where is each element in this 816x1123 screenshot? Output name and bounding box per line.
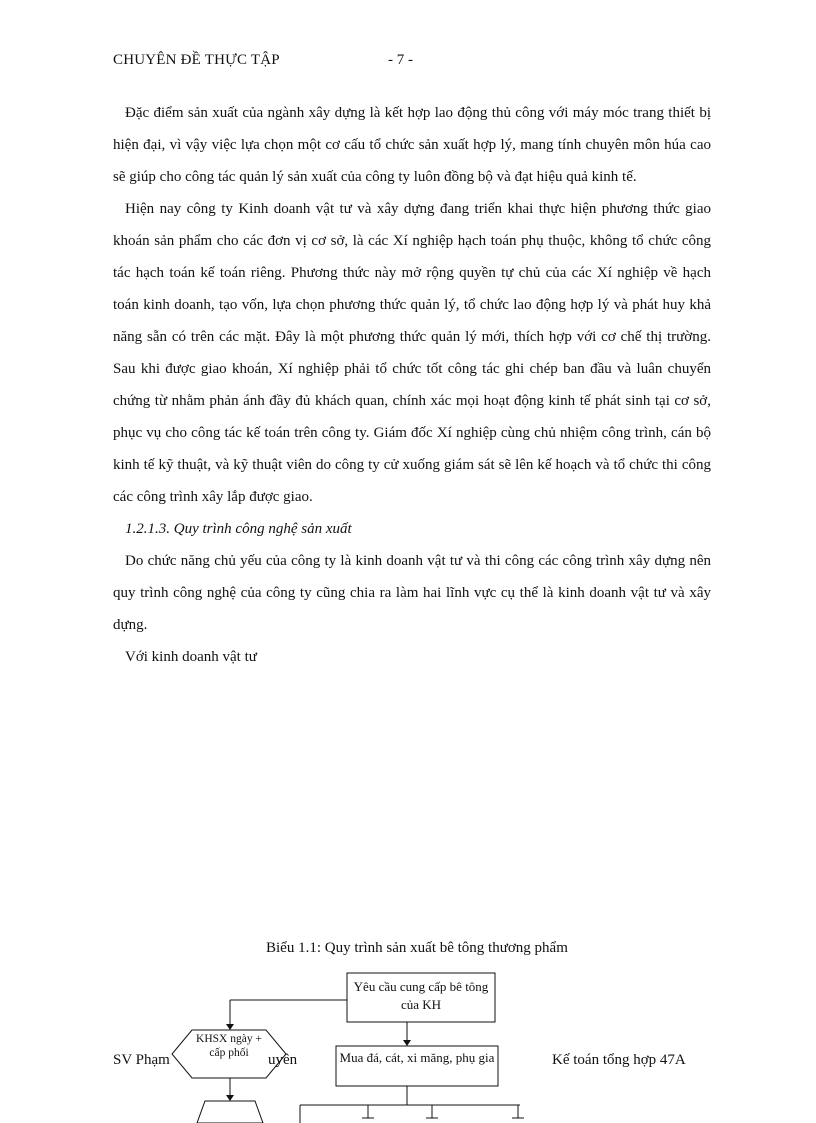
paragraph-contracting-method: Hiện nay công ty Kinh doanh vật tư và xây dựng đang triển khai thực hiện phương thức giao khoán sản phẩm cho các đơn vị cơ sở, là các Xí nghiệp hạch toán phụ thuộc, không tổ chức công tác hạch toán kế toán riêng. Phương thức này mở rộng quyền tự chủ của các Xí nghiệp về hạch toán kinh doanh, tạo vốn, lựa chọn phương thức quản lý, tổ chức lao động hợp lý và phát huy khả năng sẵn có trên các mặt. Đây là một phương thức quản lý mới, thích hợp với cơ chế thị trường. Sau khi được giao khoán, Xí nghiệp phải tổ chức tốt công tác ghi chép ban đầu và luân chuyển chứng từ nhằm phản ánh đầy đủ khách quan, chính xác mọi hoạt động kinh tế phát sinh tại cơ sở, phục vụ cho công tác kế toán trên công ty. Giám đốc Xí nghiệp cùng chủ nhiệm công trình, cán bộ kinh tế kỹ thuật, và kỹ thuật viên do công ty cử xuống giám sát sẽ lên kế hoạch và tổ chức thi công các công trình xây lắp được giao.	[113, 201, 711, 505]
page-number: - 7 -	[388, 52, 413, 68]
paragraph-technology-process: Do chức năng chủ yếu của công ty là kinh doanh vật tư và thi công các công trình xây dựng nên quy trình công nghệ của công ty cũng chia ra làm hai lĩnh vực cụ thể là kinh doanh vật tư và xây dựng.	[113, 553, 711, 633]
plan-hexagon-label: KHSX ngày + cấp phối	[196, 1033, 262, 1059]
footer-class: Kế toán tổng hợp 47A	[552, 1052, 686, 1068]
arrowhead-hexagon	[226, 1024, 234, 1030]
paragraph-production-characteristics: Đặc điểm sản xuất của ngành xây dựng là kết hợp lao động thủ công với máy móc trang thiết bị hiện đại, vì vậy việc lựa chọn một cơ cấu tổ chức sản xuất hợp lý, mang tính chuyên môn húa cao sẽ giúp cho công tác quản lý sản xuất của công ty luôn đồng bộ và đạt hiệu quả kinh tế.	[113, 105, 711, 185]
arrowhead-buy-box	[403, 1040, 411, 1046]
diagram-caption: Biểu 1.1: Quy trình sản xuất bê tông thương phẩm	[266, 940, 568, 956]
paragraph-material-trading: Với kinh doanh vật tư	[125, 649, 257, 665]
purchase-materials-label: Mua đá, cát, xi măng, phụ gia	[339, 1050, 495, 1065]
arrowhead-next	[226, 1095, 234, 1101]
header-title: CHUYÊN ĐỀ THỰC TẬP	[113, 52, 280, 68]
next-step-box	[197, 1101, 263, 1123]
customer-request-label: Yêu cầu cung cấp bê tông của KH	[353, 979, 489, 1012]
footer-student: SV Phạm	[113, 1052, 170, 1068]
section-heading: 1.2.1.3. Quy trình công nghệ sản xuất	[125, 521, 352, 537]
footer-student-name-fragment: uyên	[268, 1052, 298, 1068]
